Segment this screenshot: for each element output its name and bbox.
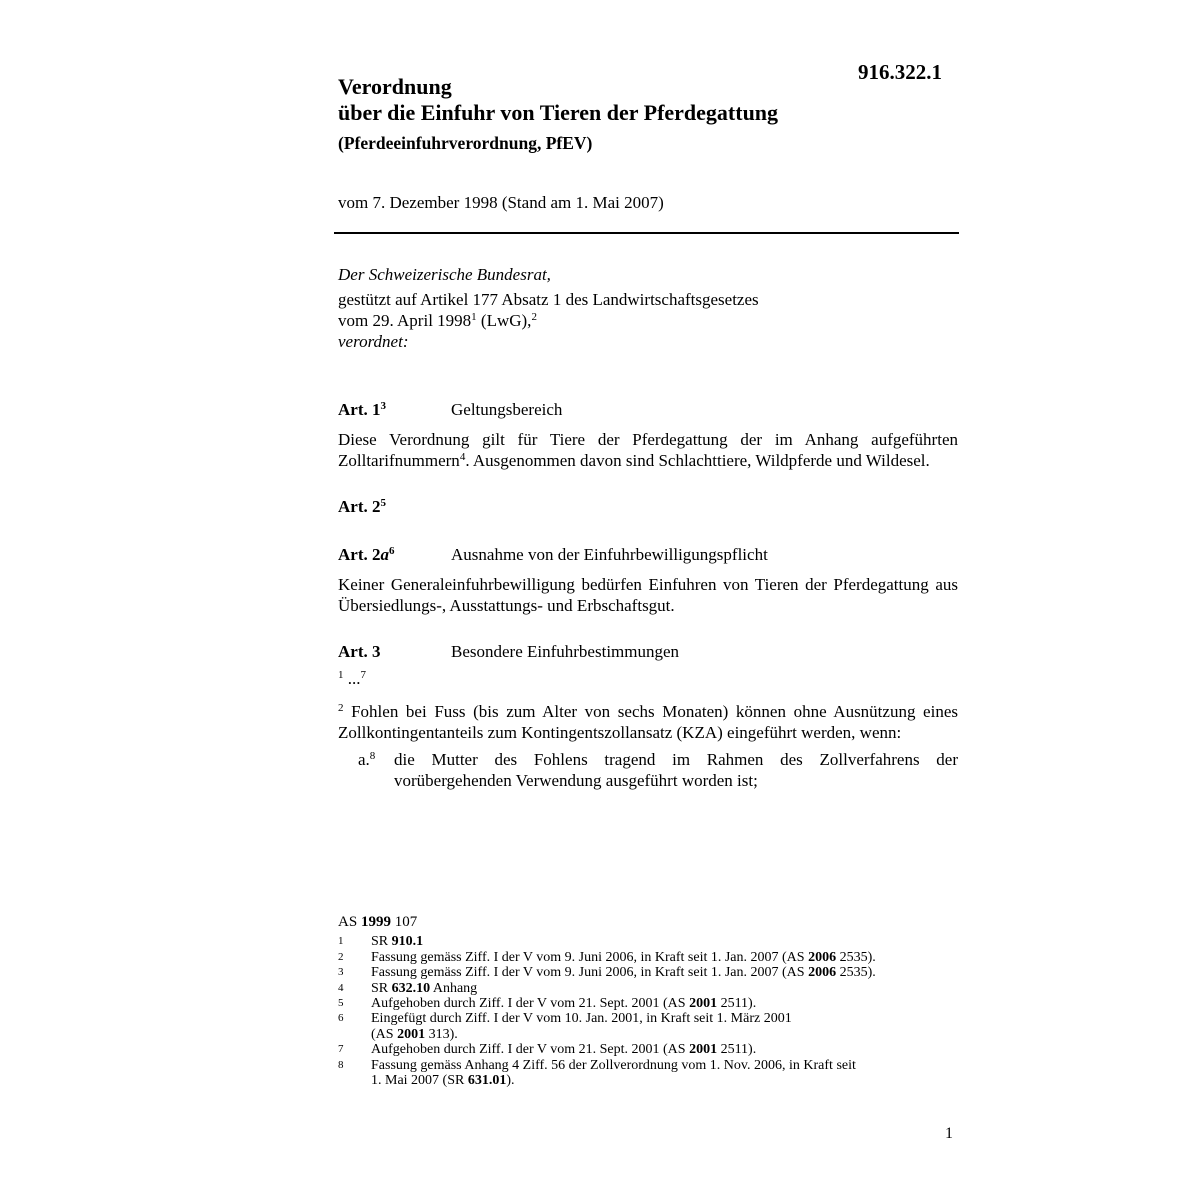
footnote-number: 7: [338, 1043, 344, 1056]
footnote-text: SR 910.1: [371, 934, 424, 950]
footnote-list: [338, 934, 963, 1088]
footnote-text: Fassung gemäss Ziff. I der V vom 9. Juni 2006, in Kraft seit 1. Jan. 2007 (AS 2006 2535).: [371, 965, 876, 981]
footnote: [338, 934, 963, 949]
article-title: Besondere Einfuhrbestimmungen: [451, 642, 680, 661]
article-heading: [338, 641, 958, 662]
footnote: [338, 996, 963, 1011]
footnote-ref[interactable]: 5: [380, 497, 386, 509]
header-rule: [334, 232, 959, 234]
paragraph-2: $^2$ Fohlen bei Fuss (bis zum Alter von sechs Monaten) können ohne Ausnützung eines Zollkontingentanteils zum Kontingentszollansatz (KZA) eingeführt werden, wenn:: [338, 702, 958, 742]
page-number: 1: [945, 1125, 953, 1142]
footnote-number: 2: [338, 950, 344, 963]
article-text: Diese Verordnung gilt für Tiere der Pferdegattung der im Anhang aufgeführten Zolltarifnummern$^4$. Ausgenommen davon sind Schlachttiere, Wildpferde und Wildesel.: [338, 430, 958, 470]
footnote-text: Fassung gemäss Ziff. I der V vom 9. Juni 2006, in Kraft seit 1. Jan. 2007 (AS 2006 2535).: [371, 949, 876, 965]
article-2: [338, 496, 958, 517]
preamble-decree: verordnet:: [338, 332, 409, 351]
footnote-text: SR 632.10 Anhang: [371, 980, 478, 996]
footnote-number: 1: [338, 935, 344, 948]
article-2a: [338, 544, 958, 616]
article-heading: [338, 496, 958, 517]
preamble-authority: Der Schweizerische Bundesrat,: [338, 265, 551, 284]
article-number: Art. $1^3$: [338, 400, 386, 419]
basis-text-b: (LwG),: [476, 311, 532, 330]
footnote-number: 3: [338, 966, 344, 979]
footnote: [338, 1011, 963, 1042]
footnote-ref[interactable]: 6: [388, 545, 395, 557]
footnote-number: 8: [338, 1058, 344, 1071]
preamble: [338, 264, 958, 352]
paragraph-1: $^1$ ...$^7$: [338, 669, 366, 688]
title-line-1: Verordnung: [338, 74, 452, 99]
short-title: (Pferdeeinfuhrverordnung, PfEV): [338, 133, 593, 153]
footnote-text: Aufgehoben durch Ziff. I der V vom 21. Sept. 2001 (AS 2001 2511).: [371, 996, 757, 1012]
article-number: Art. 3: [338, 642, 381, 661]
list-item-a: [358, 749, 958, 791]
footnotes: [338, 915, 963, 1088]
footnote-ref[interactable]: 4: [459, 451, 466, 463]
sr-number: 916.322.1: [858, 60, 942, 84]
footnote: [338, 1058, 963, 1089]
preamble-basis-line-2: [338, 310, 958, 331]
footnote-ref[interactable]: 8: [369, 750, 376, 762]
footnote-text: Eingefügt durch Ziff. I der V vom 10. Jan. 2001, in Kraft seit 1. März 2001 (AS 2001 313).: [371, 1011, 792, 1042]
footnote: [338, 965, 963, 980]
footnote-text: Aufgehoben durch Ziff. I der V vom 21. Sept. 2001 (AS 2001 2511).: [371, 1042, 757, 1058]
footnote-ref[interactable]: 7: [360, 669, 366, 681]
article-number: Art. $2a^6$: [338, 545, 395, 564]
footnote-ref[interactable]: 3: [380, 400, 386, 412]
footnote-text: Fassung gemäss Anhang 4 Ziff. 56 der Zollverordnung vom 1. Nov. 2006, in Kraft seit 1. Mai 2007 (SR 631.01).: [371, 1057, 856, 1089]
basis-text-a: vom 29. April 1998: [338, 311, 472, 330]
footnote-ref[interactable]: 1: [471, 311, 477, 323]
article-number: Art. $2^5$: [338, 497, 386, 516]
title-line-2: über die Einfuhr von Tieren der Pferdegattung: [338, 100, 779, 125]
footnote-number: 4: [338, 981, 344, 994]
footnote: [338, 950, 963, 965]
as-reference: AS 1999 107: [338, 914, 418, 930]
preamble-basis-line-1: gestützt auf Artikel 177 Absatz 1 des Landwirtschaftsgesetzes: [338, 290, 759, 309]
title-block: [338, 74, 898, 154]
article-heading: [338, 544, 958, 565]
article-title: Ausnahme von der Einfuhrbewilligungspflicht: [451, 545, 768, 564]
footnote-number: 6: [338, 1012, 344, 1025]
article-1: [338, 399, 958, 471]
footnote-ref[interactable]: 2: [531, 311, 537, 323]
footnote: [338, 981, 963, 996]
article-3: [338, 641, 958, 791]
article-text: Keiner Generaleinfuhrbewilligung bedürfen Einfuhren von Tieren der Pferdegattung aus Übersiedlungs-, Ausstattungs- und Erbschaftsgut.: [338, 575, 958, 615]
footnote: [338, 1042, 963, 1057]
date-line: vom 7. Dezember 1998 (Stand am 1. Mai 2007): [338, 193, 664, 212]
list-marker: a.$^8$: [358, 750, 376, 769]
list-item-text: die Mutter des Fohlens tragend im Rahmen des Zollverfahrens der vorübergehenden Verwendung ausgeführt worden ist;: [394, 750, 958, 790]
footnote-number: 5: [338, 997, 344, 1010]
article-title: Geltungsbereich: [451, 400, 563, 419]
article-heading: [338, 399, 958, 420]
